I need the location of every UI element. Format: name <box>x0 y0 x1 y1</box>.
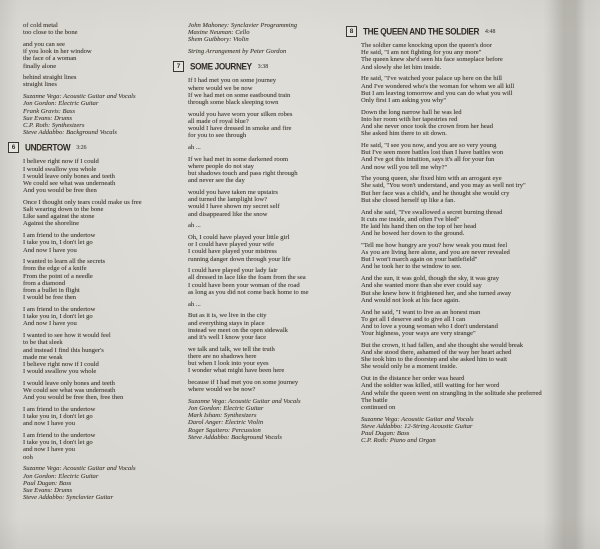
lyric-line: I believe right now if I could <box>23 360 99 368</box>
lyric-stanza <box>23 432 175 461</box>
credit-line: Suzanne Vega: Acoustic Guitar and Vocals <box>23 93 136 101</box>
lyric-line: I could have played your lady fair <box>188 267 278 275</box>
lyric-line: And I've got this intuition, says it's all for your fun <box>361 156 495 164</box>
credits-block <box>188 22 358 44</box>
lyric-stanza <box>361 342 589 371</box>
lyric-line: And he bowed her down to the ground. <box>361 230 465 238</box>
lyric-stanza <box>361 309 589 338</box>
credit-line: Sue Evans: Drums <box>23 114 73 122</box>
lyric-line: all made of royal blue? <box>188 117 249 125</box>
lyric-stanza <box>188 156 358 185</box>
lyric-stanza <box>188 312 358 341</box>
lyric-line: The battle <box>361 396 388 404</box>
lyric-line: for you to see through <box>188 132 247 140</box>
lyric-line: She asked him there to sit down. <box>361 130 447 138</box>
lyric-line: We could see what was underneath <box>23 179 116 187</box>
credit-line: Jon Gordon: Electric Guitar <box>188 405 264 413</box>
credits-block <box>188 398 358 441</box>
lyric-line: where would we be now <box>188 84 253 92</box>
lyric-line: And you would be free then, free then <box>23 394 124 402</box>
lyric-stanza <box>23 380 175 402</box>
lyric-stanza <box>361 142 589 171</box>
lyric-line: And I've wondered who's the woman for whom we all kill <box>361 82 515 90</box>
lyric-line: straight lines <box>23 81 57 89</box>
lyric-line: The young queen, she fixed him with an arrogant eye <box>361 175 502 183</box>
track-header <box>346 26 589 37</box>
lyrics-column-middle <box>176 22 358 446</box>
lyric-line: I would be free then <box>23 294 77 302</box>
credit-line: Suzanne Vega: Acoustic Guitar and Vocals <box>188 397 301 405</box>
lyric-line: But I've seen more battles lost than I have battles won <box>361 149 504 157</box>
track-duration: 3:26 <box>76 144 87 151</box>
lyric-line: ah ... <box>188 222 201 230</box>
lyric-line: And while the queen went on strangling in the solitude she preferred <box>361 389 542 397</box>
lyric-line: And now I have you <box>23 320 77 328</box>
credits-block <box>361 416 589 445</box>
lyric-line: And would not look at his face again. <box>361 296 460 304</box>
lyric-line: And the sun, it was gold, though the sky, it was gray <box>361 275 500 283</box>
lyric-line: I am friend to the undertow <box>23 232 96 240</box>
lyric-line: I could have been your woman of the road <box>188 281 300 289</box>
credit-line: Steve Addabbo: Synclavier Guitar <box>23 494 114 502</box>
lyric-line: ah ... <box>188 300 201 308</box>
lyric-line: and it's well I know your face <box>188 333 267 341</box>
lyric-line: From the point of a needle <box>23 272 93 280</box>
lyric-line: And he said, "I want to live as an honest man <box>361 308 481 316</box>
lyric-line: would I have shown my secret self <box>188 203 280 211</box>
lyric-line: And now I have you <box>23 246 77 254</box>
lyric-line: and never see the day <box>188 177 245 185</box>
lyrics-column-left <box>11 22 175 506</box>
lyric-line: and everything stays in place <box>188 319 265 327</box>
credit-line: Frank Gravis: Bass <box>23 107 76 115</box>
lyric-line: Out in the distance her order was heard <box>361 375 465 383</box>
lyric-line: made me weak <box>23 353 63 361</box>
lyric-line: It cuts me inside, and often I've bled" <box>361 215 460 223</box>
credit-line: John Mahoney: Synclavier Programming <box>188 22 298 29</box>
lyric-line: too close to the bone <box>23 29 78 37</box>
track-duration: 3:38 <box>257 63 269 70</box>
lyric-line: of cold metal <box>23 22 58 29</box>
lyric-stanza <box>361 175 589 204</box>
lyric-line: and disappeared like the snow <box>188 210 268 218</box>
lyric-line: would I have dressed in smoke and fire <box>188 125 292 133</box>
lyric-line: And now will you tell me why?" <box>361 163 448 171</box>
lyric-line: finally alone <box>23 62 57 70</box>
lyric-line: She took him to the doorstep and she asked him to wait <box>361 356 507 364</box>
lyric-stanza <box>23 22 175 36</box>
lyric-line: and you can see <box>23 40 65 48</box>
track-title: UNDERTOW <box>25 142 71 153</box>
lyric-line: and now I have you <box>23 446 76 454</box>
track-number-badge: 8 <box>346 26 357 37</box>
lyric-line: But I am leaving tomorrow and you can do what you will <box>361 89 513 97</box>
credit-line: Paul Dugan: Bass <box>23 479 72 487</box>
lyric-line: But as it is, we live in the city <box>188 312 267 320</box>
credit-line: Jon Gordon: Electric Guitar <box>23 472 99 480</box>
track-header <box>173 61 358 72</box>
lyric-line: Into her room with her tapestries red <box>361 115 458 123</box>
lyric-line: continued on <box>361 403 396 411</box>
lyric-line: I believe right now if I could <box>23 158 99 166</box>
lyric-line: And the soldier was killed, still waiting for her word <box>361 382 500 390</box>
lyric-line: or I could have played your wife <box>188 241 275 249</box>
lyric-line: She said, "You won't understand, and you may as well not try" <box>361 182 526 190</box>
lyric-stanza <box>361 42 589 71</box>
lyric-line: would you have taken me upstairs <box>188 188 278 196</box>
lyric-line: He said, "I've watched your palace up here on the hill <box>361 75 503 83</box>
lyric-line: But she knew how it frightened her, and she turned away <box>361 289 512 297</box>
lyric-line: from the edge of a knife <box>23 265 87 273</box>
credit-line: Roger Squitero: Percussion <box>188 426 261 434</box>
lyric-line: I take you in, I don't let go <box>23 439 93 447</box>
credit-line: Paul Dugan: Bass <box>361 430 410 438</box>
credit-line: String Arrangement by Peter Gordon <box>188 48 287 56</box>
lyric-line: I am friend to the undertow <box>23 405 96 413</box>
lyric-line: Like sand against the stone <box>23 213 95 221</box>
lyric-line: we talk and talk, we tell the truth <box>188 345 275 353</box>
lyric-line: instead we meet on the open sidewalk <box>188 326 288 334</box>
lyric-line: I would leave only bones and teeth <box>23 172 115 180</box>
lyric-line: where people do not stay <box>188 162 254 170</box>
credits-block <box>188 48 358 55</box>
lyric-line: running danger down through your life <box>188 255 291 263</box>
lyric-line: Salt wearing down to the bone <box>23 206 104 214</box>
track-title: THE QUEEN AND THE SOLDIER <box>363 26 480 37</box>
credits-block <box>23 93 175 136</box>
lyric-line: Your highness, your ways are very strange" <box>361 330 476 338</box>
lyric-line: I wanted to see how it would feel <box>23 332 111 340</box>
lyric-stanza <box>188 234 358 263</box>
lyric-line: If I had met you on some journey <box>188 77 277 85</box>
lyric-line: Once I thought only tears could make us free <box>23 198 142 206</box>
lyric-line: and now I have you <box>23 420 76 428</box>
lyric-line: He laid his hand then on the top of her head <box>361 222 477 230</box>
lyric-line: I am friend to the undertow <box>23 306 96 313</box>
lyric-line: I am friend to the undertow <box>23 432 96 440</box>
lyric-line: Against the shoreline <box>23 220 80 228</box>
lyric-line: as long as you did not come back home to me <box>188 288 309 296</box>
lyric-line: And she wanted more than she ever could say <box>361 282 482 290</box>
credit-line: Suzanne Vega: Acoustic Guitar and Vocals <box>361 415 474 423</box>
lyric-stanza <box>188 346 358 375</box>
lyric-line: behind straight lines <box>23 74 77 82</box>
lyric-stanza <box>188 267 358 296</box>
lyric-line: Down the long narrow hall he was led <box>361 108 462 116</box>
lyric-line: We could see what was underneath <box>23 387 116 395</box>
lyric-line: where would we be now? <box>188 386 256 394</box>
lyric-line: all dressed in lace like the foam from the sea <box>188 274 306 282</box>
lyric-line: To get all I deserve and to give all I can <box>361 315 466 323</box>
lyric-line: I take you in, I don't let go <box>23 239 93 247</box>
lyric-line: But I won't march again on your battlefield" <box>361 256 478 264</box>
lyric-line: Oh, I could have played your little girl <box>188 233 290 241</box>
lyric-line: to be that sleek <box>23 339 63 347</box>
lyric-line: The queen knew she'd seen his face someplace before <box>361 56 503 64</box>
credit-line: Jon Gordon: Electric Guitar <box>23 100 99 108</box>
credit-line: Steve Addabbo: 12-String Acoustic Guitar <box>361 422 473 430</box>
lyric-line: And she stood there, ashamed of the way her heart ached <box>361 349 512 357</box>
lyric-line: I wonder what might have been here <box>188 367 285 375</box>
credits-block <box>23 465 175 501</box>
lyric-stanza <box>361 375 589 411</box>
track-number-badge: 7 <box>173 61 184 72</box>
lyric-line: But she closed herself up like a fan. <box>361 196 456 204</box>
credit-line: Steve Addabbo: Background Vocals <box>188 433 282 441</box>
lyric-line: ooh <box>23 453 33 461</box>
lyric-line: And slowly she let him inside. <box>361 63 442 71</box>
lyric-line: But her face was a child's, and he thought she would cry <box>361 189 510 197</box>
lyric-stanza <box>23 74 175 88</box>
lyric-line: but shadows touch and pass right through <box>188 170 298 178</box>
lyric-line: As you are living here alone, and you are never revealed <box>361 249 510 257</box>
lyric-stanza <box>188 222 358 229</box>
credit-line: C.P. Roth: Piano and Organ <box>361 437 436 445</box>
lyric-stanza <box>23 332 175 375</box>
lyric-stanza <box>23 41 175 70</box>
lyric-line: I could have played your mistress <box>188 248 277 256</box>
track-header <box>8 142 175 153</box>
lyric-line: I wanted to learn all the secrets <box>23 258 106 266</box>
credit-line: Maxine Neuman: Cello <box>188 29 250 37</box>
track-number-badge: 6 <box>8 142 19 153</box>
lyric-line: She would only be a moment inside. <box>361 363 458 371</box>
lyric-line: from a diamond <box>23 279 66 287</box>
lyric-line: because if I had met you on some journey <box>188 378 299 386</box>
lyric-line: If we had met on some eastbound train <box>188 91 291 99</box>
lyric-line: And she said, "I've swallowed a secret burning thread <box>361 208 503 216</box>
lyric-line: from a bullet in flight <box>23 287 80 295</box>
lyric-line: Only first I am asking you why" <box>361 96 447 104</box>
lyric-line: He said, "I am not fighting for you any more" <box>361 49 482 57</box>
lyric-stanza <box>188 189 358 218</box>
lyric-line: if you look in her window <box>23 48 92 56</box>
lyric-stanza <box>23 258 175 301</box>
credit-line: Steve Addabbo: Background Vocals <box>23 129 117 137</box>
lyric-stanza <box>188 301 358 308</box>
track-duration: 4:48 <box>485 28 496 35</box>
lyric-stanza <box>188 379 358 393</box>
lyric-line: And to love a young woman who I don't understand <box>361 322 498 330</box>
lyric-line: I would leave only bones and teeth <box>23 379 115 387</box>
lyric-line: would you have worn your silken robes <box>188 110 293 118</box>
lyric-line: I take you in, I don't let go <box>23 313 93 321</box>
lyric-line: I would swallow you whole <box>23 165 97 173</box>
lyric-line: But the crown, it had fallen, and she thought she would break <box>361 341 524 349</box>
lyric-stanza <box>23 306 175 328</box>
lyric-line: "Tell me how hungry are you? how weak you must feel <box>361 241 508 249</box>
lyrics-column-right <box>349 20 589 449</box>
lyric-stanza <box>361 109 589 138</box>
credit-line: C.P. Roth: Synthesizers <box>23 121 85 129</box>
lyric-line: He said, "I see you now, and you are so very young <box>361 141 497 149</box>
lyric-line: through some black sleeping town <box>188 98 279 106</box>
credit-line: Suzanne Vega: Acoustic Guitar and Vocals <box>23 465 136 473</box>
lyric-stanza <box>361 275 589 304</box>
lyric-line: If we had met in some darkened room <box>188 155 289 163</box>
lyric-line: but when I look into your eyes <box>188 360 269 368</box>
lyric-line: And you would be free then <box>23 187 97 195</box>
lyric-stanza <box>23 158 175 194</box>
credit-line: Shem Guibbory: Violin <box>188 36 249 44</box>
lyric-stanza <box>361 75 589 104</box>
lyric-line: and instead I find this hunger's <box>23 346 104 354</box>
lyric-stanza <box>23 232 175 254</box>
credit-line: Sue Evans: Drums <box>23 486 73 494</box>
track-title: SOME JOURNEY <box>190 61 252 72</box>
lyric-line: and turned the lamplight low? <box>188 196 268 204</box>
lyric-line: I would swallow you whole <box>23 368 97 376</box>
lyric-stanza <box>188 77 358 106</box>
lyric-line: The soldier came knocking upon the queen's door <box>361 42 493 49</box>
lyric-line: And she never once took the crown from her head <box>361 123 494 131</box>
lyric-stanza <box>188 144 358 151</box>
lyric-stanza <box>188 111 358 140</box>
lyric-line: I take you in, I don't let go <box>23 413 93 421</box>
lyric-line: And he took her to the window to see. <box>361 263 462 271</box>
lyric-line: the face of a woman <box>23 55 77 63</box>
credit-line: Darol Anger: Electric Violin <box>188 419 264 427</box>
lyric-stanza <box>23 406 175 428</box>
credit-line: Mark Isham: Synthesizers <box>188 412 257 420</box>
lyric-stanza <box>361 209 589 238</box>
lyric-stanza <box>23 199 175 228</box>
lyric-line: there are no shadows here <box>188 352 257 360</box>
lyric-stanza <box>361 242 589 271</box>
lyric-line: ah ... <box>188 143 201 151</box>
